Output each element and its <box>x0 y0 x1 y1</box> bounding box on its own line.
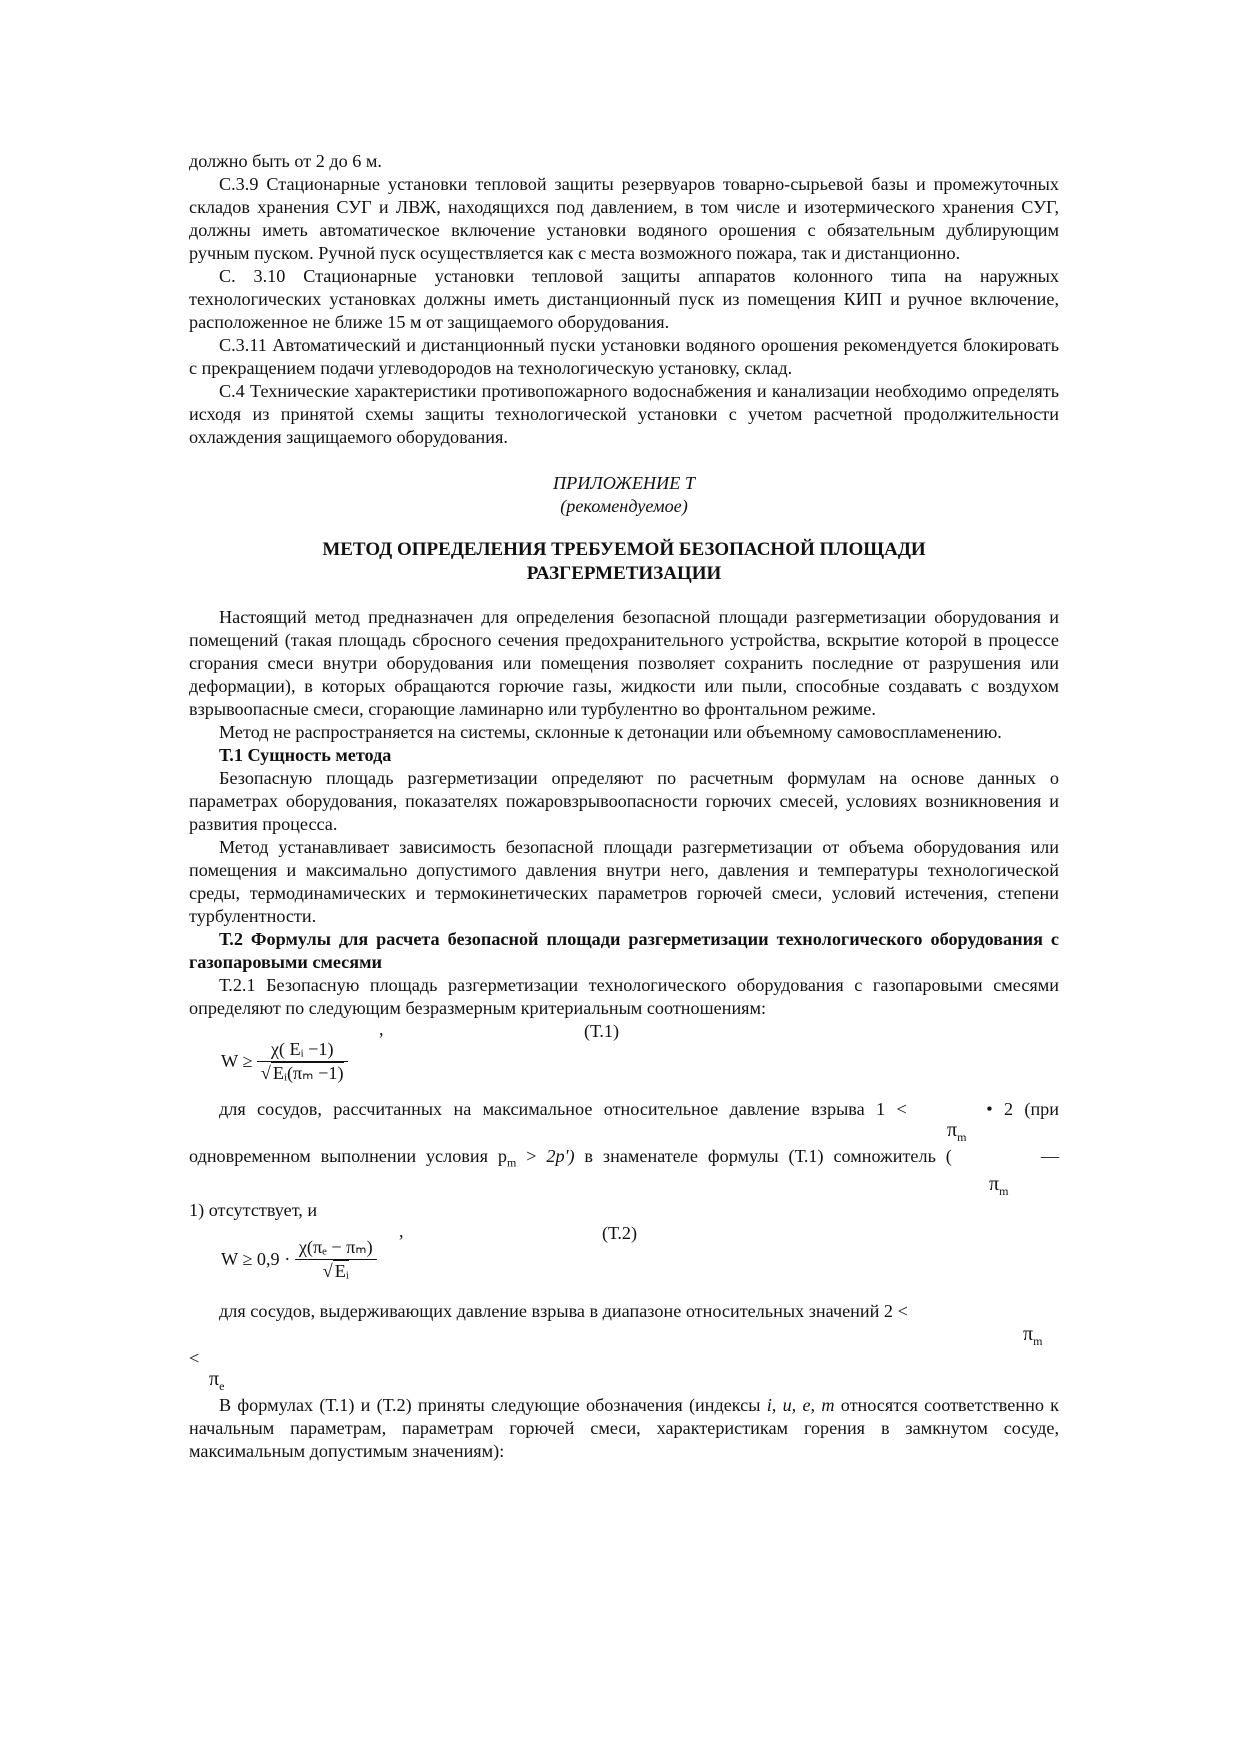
formula-t2-expression <box>221 1236 377 1283</box>
intro-paragraph-1: Настоящий метод предназначен для определения безопасной площади разгерметизации оборудования и помещений (такая площадь сбросного сечения предохранительного устройства, вскрытие которой в процессе сгорания смеси внутри оборудования или помещения позволяет сохранить последние от разрушения или деформации), в которых обращаются горючие газы, жидкости или пыли, способные создавать с воздухом взрывоопасные смеси, сгорающие ламинарно или турбулентно во фронтальном режиме. <box>189 607 1059 719</box>
formula-t2-numerator: χ(πₑ − πₘ) <box>295 1236 377 1260</box>
after-formula1-line3: 1) отсутствует, и <box>189 1199 318 1220</box>
formula-t2-label: (Т.2) <box>602 1222 638 1243</box>
after-formula1-line1: для сосудов, рассчитанных на максимальное относительное давление взрыва 1 < • 2 (при <box>219 1099 1060 1119</box>
section-t1-paragraph-1: Безопасную площадь разгерметизации определяют по расчетным формулам на основе данных о параметрах оборудования, показателях пожаровзрывоопасности горючих смесей, условиях возникновения и развития процесса. <box>189 768 1059 834</box>
intro-line: должно быть от 2 до 6 м. <box>189 151 382 171</box>
formula-t1-label: (Т.1) <box>584 1021 620 1041</box>
pi-m-row-1 <box>189 1121 1059 1145</box>
after-formula2-lt: < <box>189 1347 200 1368</box>
formula-t2 <box>189 1222 1059 1300</box>
pi-e-symbol: $\pi_e$ <box>209 1367 225 1393</box>
formula-t1-expression <box>221 1038 348 1085</box>
section-t2-heading: Т.2 Формулы для расчета безопасной площади разгерметизации технологического оборудования с газопаровыми смесями <box>189 929 1059 972</box>
paragraph-c39: С.3.9 Стационарные установки тепловой защиты резервуаров товарно-сырьевой базы и промежуточных складов хранения СУГ и ЛВЖ, находящихся под давлением, в том числе и изотермического хранения СУГ, должны иметь автоматическое включение установки водяного орошения с обязательным дублирующим ручным пуском. Ручной пуск осуществляется как с места возможного пожара, так и дистанционно. <box>189 174 1059 263</box>
notation-paragraph: В формулах (Т.1) и (Т.2) приняты следующие обозначения (индексы i, u, e, m относятся соответственно к начальным параметрам, параметрам горючей смеси, характеристикам горения в замкнутом сосуде, максимальным допустимым значениям): <box>189 1394 1059 1461</box>
formula-t2-fraction <box>295 1236 377 1283</box>
section-t1-paragraph-2: Метод устанавливает зависимость безопасной площади разгерметизации от объема оборудования или помещения и максимально допустимого давления внутри него, давления и температуры технологической среды, термодинамических и термокинетических параметров горючей смеси, условий истечения, степени турбулентности. <box>189 837 1059 926</box>
pi-m-row-3 <box>189 1323 1059 1347</box>
appendix-title-line1: МЕТОД ОПРЕДЕЛЕНИЯ ТРЕБУЕМОЙ БЕЗОПАСНОЙ ПЛОЩАДИ <box>322 539 926 560</box>
section-t21-paragraph: Т.2.1 Безопасную площадь разгерметизации технологического оборудования с газопаровыми смесями определяют по следующим безразмерным критериальным соотношениям: <box>189 975 1059 1018</box>
document-page <box>189 150 1059 1463</box>
after-formula2-line1: для сосудов, выдерживающих давление взрыва в диапазоне относительных значений 2 < <box>219 1300 908 1321</box>
formula-t1-lhs: W ≥ <box>221 1051 253 1071</box>
paragraph-c310: С. 3.10 Стационарные установки тепловой защиты аппаратов колонного типа на наружных технологических установках должны иметь дистанционный пуск из помещения КИП и ручное включение, расположенное не ближе 15 м от защищаемого оборудования. <box>189 266 1059 332</box>
paragraph-c4: С.4 Технические характеристики противопожарного водоснабжения и канализации необходимо определять исходя из принятой схемы защиты технологической установки с учетом расчетной продолжительности охлаждения защищаемого оборудования. <box>189 381 1059 447</box>
section-t1-heading: Т.1 Сущность метода <box>219 745 392 765</box>
formula-t1-numerator: χ( Eᵢ −1) <box>257 1038 348 1062</box>
formula-t1 <box>189 1020 1059 1098</box>
pi-m-row-2 <box>189 1172 1059 1199</box>
pi-m-symbol: $\pi_m$ <box>947 1119 967 1144</box>
formula-t2-comma: , <box>399 1220 404 1241</box>
intro-paragraph-2: Метод не распространяется на системы, склонные к детонации или объемному самовоспламенению. <box>219 722 1002 742</box>
formula-t2-denominator: √ Eᵢ <box>322 1260 349 1281</box>
pi-e-row <box>189 1367 1059 1394</box>
appendix-label: ПРИЛОЖЕНИЕ Т <box>553 473 695 493</box>
paragraph-c311: С.3.11 Автоматический и дистанционный пуски установки водяного орошения рекомендуется блокировать с прекращением подачи углеводородов на технологическую установку, склад. <box>189 335 1059 378</box>
appendix-title-line2: РАЗГЕРМЕТИЗАЦИИ <box>526 563 722 584</box>
pi-m-symbol: $\pi_m$ <box>1023 1322 1043 1348</box>
appendix-status: (рекомендуемое) <box>560 496 688 516</box>
formula-t1-fraction <box>257 1038 348 1085</box>
formula-t1-comma: , <box>379 1019 384 1039</box>
formula-t1-denominator: √ Eᵢ(πₘ −1) <box>260 1063 344 1083</box>
after-formula1-line2: одновременном выполнении условия $p_m > 2p'$) в знаменателе формулы (Т.1) сомножитель ( — <box>189 1146 1060 1170</box>
formula-t2-lhs: W ≥ 0,9 · <box>221 1248 291 1269</box>
pi-m-symbol: $\pi_m$ <box>989 1172 1009 1198</box>
